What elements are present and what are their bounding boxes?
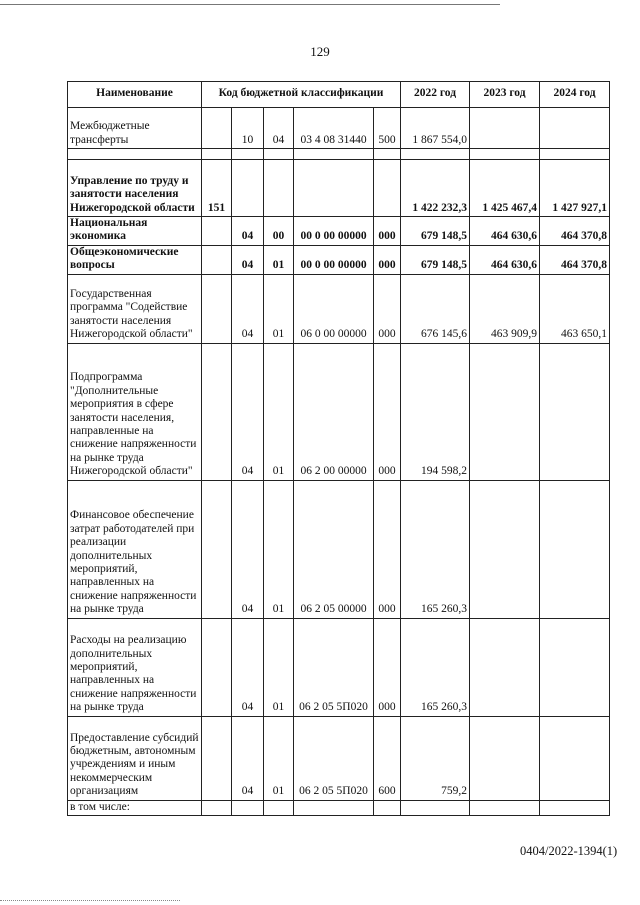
cell-pr xyxy=(264,149,294,160)
cell-y2023 xyxy=(470,149,540,160)
cell-name: Национальная экономика xyxy=(68,217,202,246)
header-2024: 2024 год xyxy=(540,82,610,108)
bottom-edge-line xyxy=(0,900,180,901)
cell-rz xyxy=(232,149,264,160)
cell-pr: 00 xyxy=(264,217,294,246)
cell-g: 151 xyxy=(202,160,232,217)
cell-rz: 04 xyxy=(232,343,264,480)
cell-y2024 xyxy=(540,716,610,800)
cell-y2022 xyxy=(401,149,470,160)
cell-y2023 xyxy=(470,343,540,480)
cell-vr: 000 xyxy=(374,274,401,343)
cell-cs: 00 0 00 00000 xyxy=(294,245,374,274)
cell-y2022: 679 148,5 xyxy=(401,217,470,246)
cell-cs: 06 2 05 00000 xyxy=(294,480,374,618)
cell-cs: 06 2 05 5П020 xyxy=(294,618,374,716)
cell-g xyxy=(202,618,232,716)
cell-y2023: 463 909,9 xyxy=(470,274,540,343)
cell-name: Финансовое обеспечение затрат работодателей при реализации дополнительных мероприятий, направленных на снижение напряженности на рынке труда xyxy=(68,480,202,618)
table-row xyxy=(68,800,610,815)
cell-y2024: 464 370,8 xyxy=(540,245,610,274)
cell-y2023 xyxy=(470,618,540,716)
cell-g xyxy=(202,800,232,815)
cell-rz: 04 xyxy=(232,217,264,246)
cell-pr: 01 xyxy=(264,618,294,716)
cell-y2023 xyxy=(470,108,540,149)
table-row xyxy=(68,274,610,343)
table-row xyxy=(68,716,610,800)
table-row xyxy=(68,217,610,246)
cell-vr: 600 xyxy=(374,716,401,800)
cell-rz: 04 xyxy=(232,618,264,716)
table-row xyxy=(68,149,610,160)
cell-name: Общеэкономические вопросы xyxy=(68,245,202,274)
cell-y2024 xyxy=(540,343,610,480)
header-2022: 2022 год xyxy=(401,82,470,108)
cell-y2022: 194 598,2 xyxy=(401,343,470,480)
cell-y2022: 1 867 554,0 xyxy=(401,108,470,149)
table-row xyxy=(68,343,610,480)
cell-cs: 06 0 00 00000 xyxy=(294,274,374,343)
cell-y2023: 464 630,6 xyxy=(470,245,540,274)
cell-y2023: 1 425 467,4 xyxy=(470,160,540,217)
cell-name xyxy=(68,149,202,160)
table-row xyxy=(68,108,610,149)
header-code: Код бюджетной классификации xyxy=(202,82,401,108)
cell-cs: 00 0 00 00000 xyxy=(294,217,374,246)
cell-cs: 06 2 00 00000 xyxy=(294,343,374,480)
cell-name: Межбюджетные трансферты xyxy=(68,108,202,149)
cell-y2022: 676 145,6 xyxy=(401,274,470,343)
cell-y2024 xyxy=(540,149,610,160)
cell-vr xyxy=(374,160,401,217)
cell-vr: 500 xyxy=(374,108,401,149)
cell-pr: 01 xyxy=(264,274,294,343)
cell-rz: 10 xyxy=(232,108,264,149)
cell-y2023 xyxy=(470,716,540,800)
cell-pr: 04 xyxy=(264,108,294,149)
cell-name: Подпрограмма "Дополнительные мероприятия в сфере занятости населения, направленные на снижение напряженности на рынке труда Нижегородской области" xyxy=(68,343,202,480)
cell-pr: 01 xyxy=(264,480,294,618)
cell-pr: 01 xyxy=(264,716,294,800)
cell-y2024 xyxy=(540,800,610,815)
cell-y2024: 1 427 927,1 xyxy=(540,160,610,217)
cell-name: Предоставление субсидий бюджетным, автономным учреждениям и иным некоммерческим организациям xyxy=(68,716,202,800)
cell-g xyxy=(202,108,232,149)
cell-vr: 000 xyxy=(374,343,401,480)
cell-rz: 04 xyxy=(232,274,264,343)
cell-vr: 000 xyxy=(374,618,401,716)
table-row xyxy=(68,618,610,716)
cell-g xyxy=(202,343,232,480)
cell-pr xyxy=(264,800,294,815)
table-row xyxy=(68,245,610,274)
cell-rz xyxy=(232,800,264,815)
budget-table xyxy=(67,81,610,816)
cell-y2024 xyxy=(540,108,610,149)
cell-y2023 xyxy=(470,480,540,618)
table-row xyxy=(68,160,610,217)
document-code: 0404/2022-1394(1) xyxy=(520,844,618,858)
cell-pr: 01 xyxy=(264,245,294,274)
cell-name: Управление по труду и занятости населения Нижегородской области xyxy=(68,160,202,217)
cell-y2024: 463 650,1 xyxy=(540,274,610,343)
cell-pr: 01 xyxy=(264,343,294,480)
cell-y2022 xyxy=(401,800,470,815)
cell-name: Государственная программа "Содействие занятости населения Нижегородской области" xyxy=(68,274,202,343)
cell-g xyxy=(202,716,232,800)
cell-rz: 04 xyxy=(232,480,264,618)
cell-y2022: 165 260,3 xyxy=(401,480,470,618)
cell-g xyxy=(202,480,232,618)
cell-g xyxy=(202,217,232,246)
table-row xyxy=(68,480,610,618)
cell-g xyxy=(202,274,232,343)
header-name: Наименование xyxy=(68,82,202,108)
cell-y2022: 759,2 xyxy=(401,716,470,800)
cell-rz xyxy=(232,160,264,217)
cell-name: Расходы на реализацию дополнительных мероприятий, направленных на снижение напряженности на рынке труда xyxy=(68,618,202,716)
table-header-row xyxy=(68,82,610,108)
cell-vr: 000 xyxy=(374,480,401,618)
cell-g xyxy=(202,245,232,274)
cell-y2022: 1 422 232,3 xyxy=(401,160,470,217)
cell-y2023: 464 630,6 xyxy=(470,217,540,246)
cell-name: в том числе: xyxy=(68,800,202,815)
cell-cs: 06 2 05 5П020 xyxy=(294,716,374,800)
cell-cs: 03 4 08 31440 xyxy=(294,108,374,149)
cell-vr: 000 xyxy=(374,217,401,246)
cell-y2024 xyxy=(540,618,610,716)
page-number: 129 xyxy=(310,44,330,59)
cell-cs xyxy=(294,149,374,160)
cell-y2024 xyxy=(540,480,610,618)
cell-y2023 xyxy=(470,800,540,815)
cell-rz: 04 xyxy=(232,245,264,274)
cell-y2022: 679 148,5 xyxy=(401,245,470,274)
header-2023: 2023 год xyxy=(470,82,540,108)
cell-cs xyxy=(294,800,374,815)
cell-pr xyxy=(264,160,294,217)
cell-rz: 04 xyxy=(232,716,264,800)
cell-cs xyxy=(294,160,374,217)
cell-g xyxy=(202,149,232,160)
top-edge-line xyxy=(0,4,500,5)
cell-vr: 000 xyxy=(374,245,401,274)
cell-y2022: 165 260,3 xyxy=(401,618,470,716)
cell-vr xyxy=(374,800,401,815)
cell-vr xyxy=(374,149,401,160)
cell-y2024: 464 370,8 xyxy=(540,217,610,246)
